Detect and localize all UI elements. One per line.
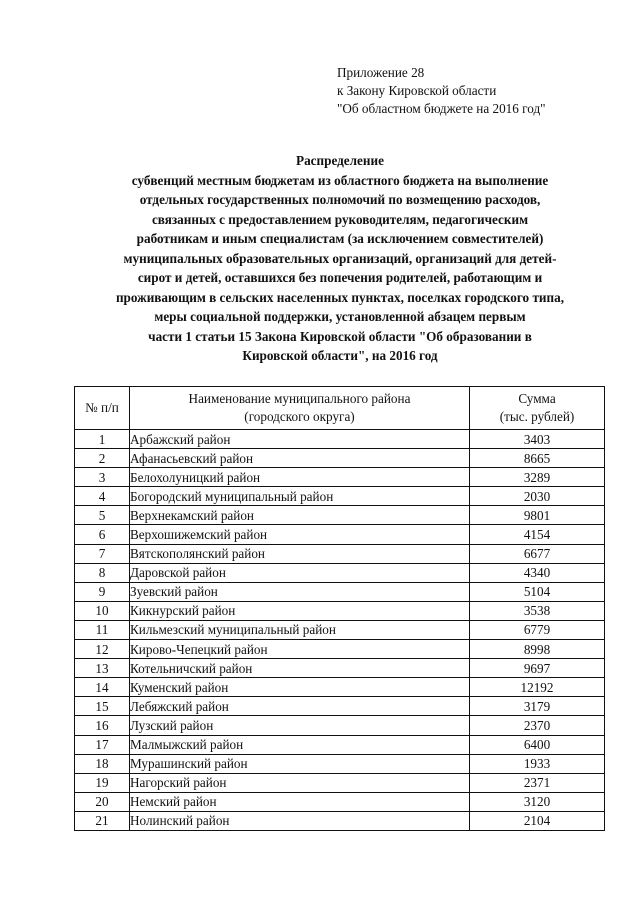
table-row xyxy=(75,620,605,639)
table-row xyxy=(75,773,605,792)
district-name: Кикнурский район xyxy=(130,601,470,620)
district-sum: 2370 xyxy=(470,716,605,735)
title-line: сирот и детей, оставшихся без попечения родителей, работающим и xyxy=(137,270,543,285)
district-name: Богородский муниципальный район xyxy=(130,487,470,506)
table-row xyxy=(75,792,605,811)
table-row xyxy=(75,678,605,697)
row-number: 12 xyxy=(75,640,130,659)
row-number: 11 xyxy=(75,620,130,639)
table-row xyxy=(75,525,605,544)
row-number: 20 xyxy=(75,792,130,811)
title-line: проживающим в сельских населенных пунктах, поселках городского типа, xyxy=(115,289,565,305)
district-sum: 8665 xyxy=(470,449,605,468)
title-line: муниципальных образовательных организаций, организаций для детей- xyxy=(123,250,557,266)
table-row xyxy=(75,487,605,506)
appendix-line: к Закону Кировской области xyxy=(337,83,497,98)
table-header-row xyxy=(75,387,605,430)
district-name: Малмыжский район xyxy=(130,735,470,754)
table-row xyxy=(75,716,605,735)
row-number: 5 xyxy=(75,506,130,525)
appendix-line: "Об областном бюджете на 2016 год" xyxy=(337,101,546,116)
title-line: связанных с предоставлением руководителям, педагогическим xyxy=(151,211,529,227)
district-sum: 4154 xyxy=(470,525,605,544)
document-title xyxy=(60,151,620,366)
header-sum-line2: (тыс. рублей) xyxy=(499,409,575,424)
district-name: Нолинский район xyxy=(130,811,470,830)
district-sum: 3179 xyxy=(470,697,605,716)
table-row xyxy=(75,697,605,716)
table-row xyxy=(75,601,605,620)
district-sum: 3289 xyxy=(470,468,605,487)
district-name: Зуевский район xyxy=(130,582,470,601)
row-number: 8 xyxy=(75,563,130,582)
district-name: Лебяжский район xyxy=(130,697,470,716)
district-name: Верхнекамский район xyxy=(130,506,470,525)
row-number: 6 xyxy=(75,525,130,544)
title-heading: Распределение xyxy=(296,153,384,168)
header-name-line1: Наименование муниципального района xyxy=(188,391,411,406)
table-row xyxy=(75,582,605,601)
header-name-line2: (городского округа) xyxy=(244,409,355,424)
header-num: № п/п xyxy=(75,387,130,430)
district-name: Котельничский район xyxy=(130,659,470,678)
district-sum: 3538 xyxy=(470,601,605,620)
district-name: Мурашинский район xyxy=(130,754,470,773)
district-name: Нагорский район xyxy=(130,773,470,792)
table-body xyxy=(75,430,605,831)
district-sum: 3120 xyxy=(470,792,605,811)
row-number: 3 xyxy=(75,468,130,487)
row-number: 13 xyxy=(75,659,130,678)
district-name: Арбажский район xyxy=(130,430,470,449)
row-number: 4 xyxy=(75,487,130,506)
district-sum: 2104 xyxy=(470,811,605,830)
title-line: субвенций местным бюджетам из областного бюджета на выполнение xyxy=(131,172,549,188)
district-sum: 8998 xyxy=(470,640,605,659)
title-line: отдельных государственных полномочий по возмещению расходов, xyxy=(139,192,541,207)
district-name: Вятскополянский район xyxy=(130,544,470,563)
appendix-line: Приложение 28 xyxy=(337,65,425,80)
district-sum: 9697 xyxy=(470,659,605,678)
district-sum: 2371 xyxy=(470,773,605,792)
district-name: Афанасьевский район xyxy=(130,449,470,468)
district-sum: 2030 xyxy=(470,487,605,506)
header-sum xyxy=(470,387,605,430)
table-row xyxy=(75,563,605,582)
district-name: Куменский район xyxy=(130,678,470,697)
district-sum: 1933 xyxy=(470,754,605,773)
table-row xyxy=(75,506,605,525)
table-row xyxy=(75,544,605,563)
row-number: 14 xyxy=(75,678,130,697)
row-number: 21 xyxy=(75,811,130,830)
table-row xyxy=(75,811,605,830)
district-name: Немский район xyxy=(130,792,470,811)
district-name: Лузский район xyxy=(130,716,470,735)
district-name: Даровской район xyxy=(130,563,470,582)
district-sum: 6400 xyxy=(470,735,605,754)
district-sum: 3403 xyxy=(470,430,605,449)
district-name: Верхошижемский район xyxy=(130,525,470,544)
district-sum: 6677 xyxy=(470,544,605,563)
row-number: 1 xyxy=(75,430,130,449)
row-number: 15 xyxy=(75,697,130,716)
table-row xyxy=(75,449,605,468)
title-line: Кировской области", на 2016 год xyxy=(242,348,438,363)
district-sum: 9801 xyxy=(470,506,605,525)
row-number: 10 xyxy=(75,601,130,620)
district-name: Белохолуницкий район xyxy=(130,468,470,487)
table-row xyxy=(75,468,605,487)
district-sum: 6779 xyxy=(470,620,605,639)
row-number: 9 xyxy=(75,582,130,601)
table-row xyxy=(75,430,605,449)
district-sum: 12192 xyxy=(470,678,605,697)
table-row xyxy=(75,735,605,754)
row-number: 16 xyxy=(75,716,130,735)
header-sum-line1: Сумма xyxy=(518,391,556,406)
district-name: Кильмезский муниципальный район xyxy=(130,620,470,639)
district-sum: 4340 xyxy=(470,563,605,582)
row-number: 7 xyxy=(75,544,130,563)
subvention-table xyxy=(74,386,605,831)
row-number: 18 xyxy=(75,754,130,773)
title-line: меры социальной поддержки, установленной абзацем первым xyxy=(154,309,526,324)
district-sum: 5104 xyxy=(470,582,605,601)
title-line: части 1 статьи 15 Закона Кировской области "Об образовании в xyxy=(148,328,532,344)
title-line: работникам и иным специалистам (за исключением совместителей) xyxy=(136,231,544,246)
table-row xyxy=(75,659,605,678)
row-number: 17 xyxy=(75,735,130,754)
table-row xyxy=(75,640,605,659)
header-name xyxy=(130,387,470,430)
district-name: Кирово-Чепецкий район xyxy=(130,640,470,659)
appendix-note xyxy=(337,64,546,118)
table-row xyxy=(75,754,605,773)
row-number: 2 xyxy=(75,449,130,468)
row-number: 19 xyxy=(75,773,130,792)
